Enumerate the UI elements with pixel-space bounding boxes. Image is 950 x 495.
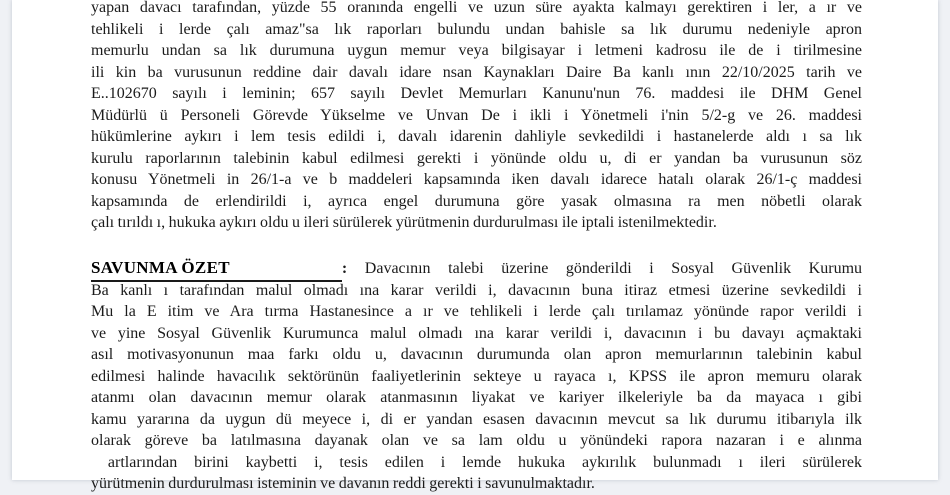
defense-heading-line (91, 256, 862, 280)
text-line: tehlikeli i lerde çalı amaz"sa lık raporları bulundu undan bahisle sa lık durumu nedeniyle apron (91, 20, 862, 38)
text-line: Ba kanlı ı tarafından malul olmadı ına karar verildi i, davacının buna itiraz etmesi üzerine sevkedildi i (91, 281, 862, 299)
text-line: Müdürlü ü Personeli Görevde Yükselme ve Unvan De i ikli i Yönetmeli i'nin 5/2-g ve 26. maddesi (91, 106, 862, 124)
defense-heading-underline (91, 256, 342, 282)
text-line: E..102670 sayılı i leminin; 657 sayılı Devlet Memurları Kanunu'nun 76. maddesi ile DHM Genel (91, 85, 862, 102)
text-line: atanmı olan davacının memur olarak atanmasının liyakat ve kariyer ilkeleriyle ba da mayaca ı gibi (91, 389, 862, 406)
text-line: hükümlerine aykırı i lem tesis edildi i, davalı idarenin dahliyle sevkedildi i hastanelerde aldı ı sa lık (91, 128, 862, 145)
text-line: asıl motivasyonunun maa farkı oldu u, davacının durumunda olan apron memurlarının talebinin kabul (91, 346, 862, 363)
text-line: edilmesi halinde havacılık sektörünün faaliyetlerinin sekteye u rayaca ı, KPSS ile apron memuru olarak (91, 367, 862, 385)
text-line: ve yine Sosyal Güvenlik Kurumunca malul olmadı ına karar verildi i, davacının i bu davayı açmaktaki (91, 324, 862, 342)
text-line: yürütmenin durdurulması isteminin ve davanın reddi gerekti i savunulmaktadır. (91, 475, 595, 492)
defense-first-line: Davacının talebi üzerine gönderildi i Sosyal Güvenlik Kurumu (364, 259, 863, 277)
text-line: konusu Yönetmeli in 26/1-a ve b maddeleri kapsamında iken davalı idarece hatalı olarak 26/1-ç maddesi (91, 171, 862, 188)
document-text-block (91, 0, 862, 495)
text-line: ili kin ba vurusunun reddine dair davalı idare nsan Kaynakları Daire Ba kanlı ının 22/10/2025 tarih ve (91, 63, 862, 81)
text-line: Mu la E itim ve Ara tırma Hastanesince a ır ve tehlikeli i lerde çalı tırılamaz yönünde rapor verildi i (91, 303, 862, 320)
text-line: memurlu undan sa lık durumuna uygun memur veya bilgisayar i letmeni kadrosu ile de i tirilmesine (91, 42, 862, 59)
redacted-blank-space (230, 272, 342, 273)
paragraph-defense-summary (91, 256, 862, 495)
defense-heading: SAVUNMA ÖZET (91, 257, 230, 277)
text-line: çalı tırıldı ı, hukuka aykırı oldu u ileri sürülerek yürütmenin durdurulması ile iptali istenilmektedir. (91, 214, 717, 231)
text-line: artlarından birini kaybetti i, tesis edilen i lemde hukuka aykırılık bulunmadı ı ileri sürülerek (91, 453, 862, 471)
text-line: kurulu raporlarının talebinin kabul edilmesi gerekti i yönünde oldu u, di er yandan ba vurusunun söz (91, 149, 862, 167)
text-line: kamu yararına da uygun dü meyece i, di er yandan esasen davacının mevcut sa lık durumu itibarıyla ilk (91, 410, 862, 428)
document-page (12, 0, 938, 492)
text-line: yapan davacı tarafından, yüzde 55 oranında engelli ve uzun süre ayakta kalmayı gerektiren i ler, a ır ve (91, 0, 862, 16)
text-line: olarak göreve ba latılmasına dayanak olan ve sa lam oldu u yönündeki rapora nazaran i e alınma (91, 432, 862, 449)
heading-colon: : (341, 259, 348, 277)
text-line: kapsamında de erlendirildi i, ayrıca engel durumuna göre yasak olmasına ra men nöbetli olarak (91, 192, 862, 210)
paragraph-claims (91, 0, 862, 234)
